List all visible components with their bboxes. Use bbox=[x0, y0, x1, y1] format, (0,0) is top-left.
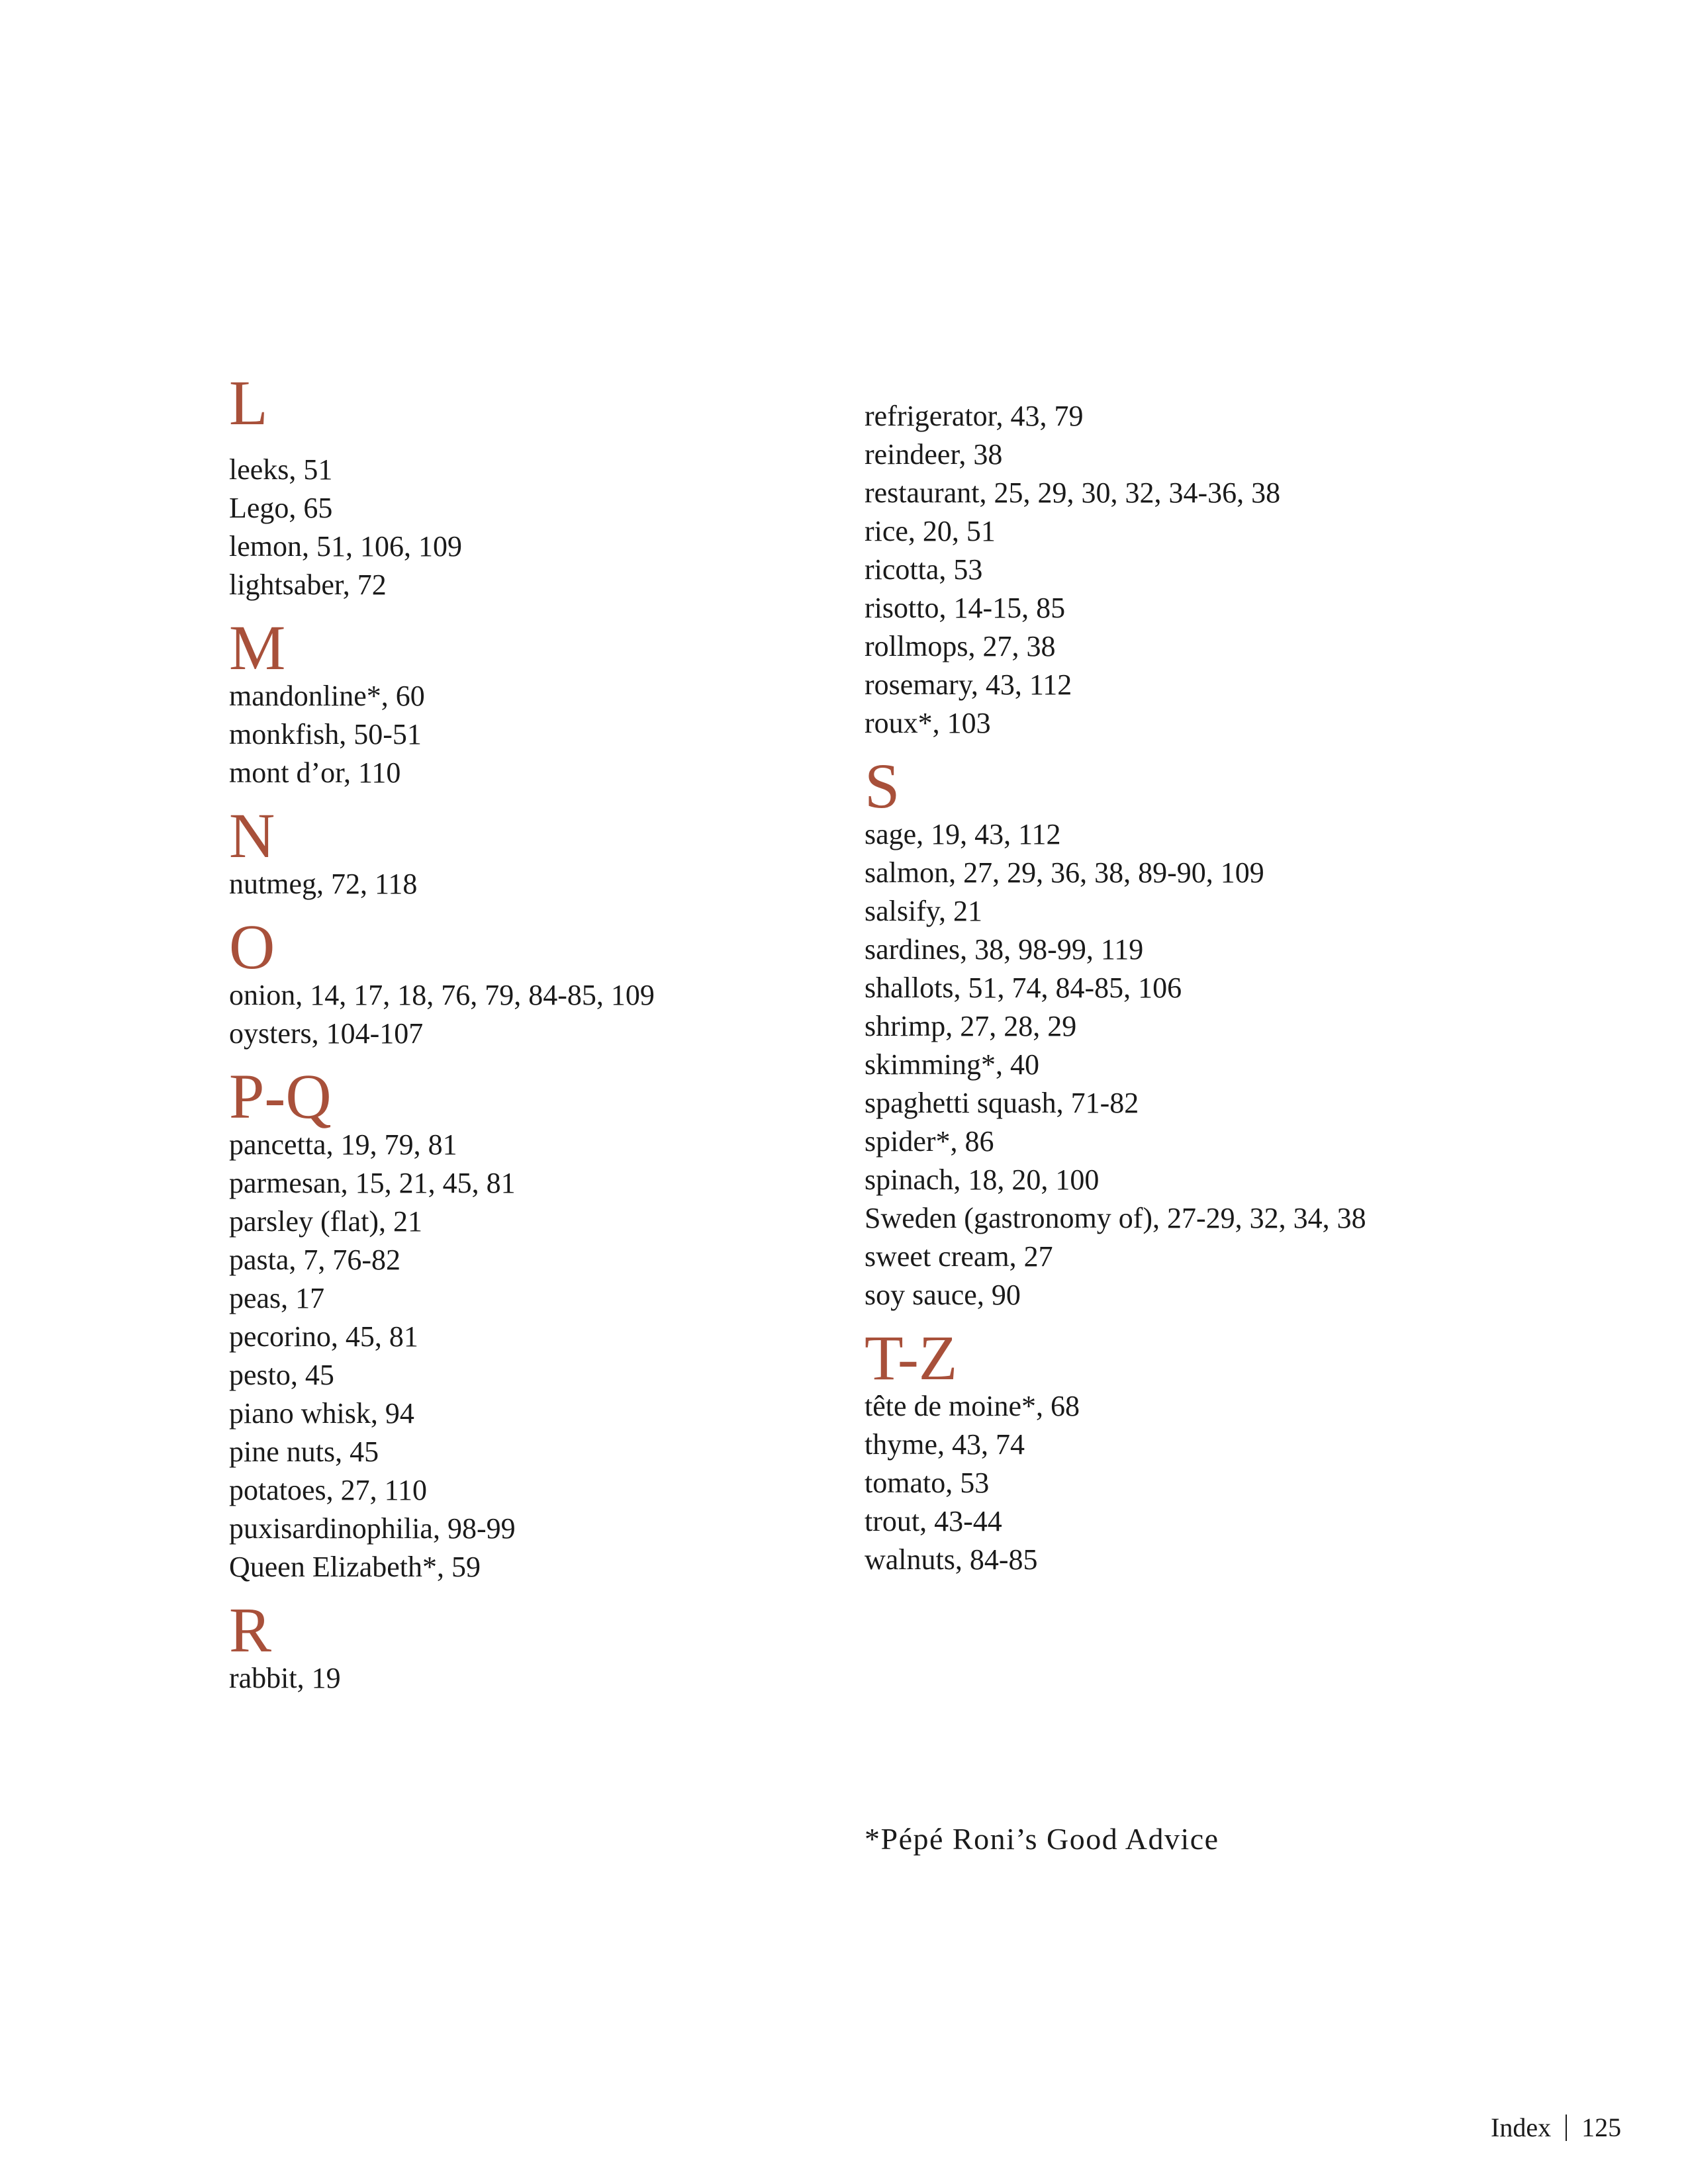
index-entry: peas, 17 bbox=[229, 1282, 325, 1314]
index-section-p-q bbox=[229, 1061, 825, 1586]
index-entry: oysters, 104-107 bbox=[229, 1017, 424, 1050]
footnote: *Pépé Roni’s Good Advice bbox=[865, 1822, 1219, 1856]
section-letter: P-Q bbox=[229, 1061, 332, 1132]
index-entry: sage, 19, 43, 112 bbox=[865, 818, 1061, 850]
index-entry: spider*, 86 bbox=[865, 1125, 994, 1158]
index-entry: lemon, 51, 106, 109 bbox=[229, 530, 462, 563]
index-entry: mont d’or, 110 bbox=[229, 756, 401, 789]
index-entry: nutmeg, 72, 118 bbox=[229, 868, 418, 900]
index-section-n bbox=[229, 800, 825, 903]
section-letter: L bbox=[229, 367, 268, 438]
index-entry: parsley (flat), 21 bbox=[229, 1205, 422, 1238]
index-entry: tête de moine*, 68 bbox=[865, 1390, 1080, 1422]
index-entry: salmon, 27, 29, 36, 38, 89-90, 109 bbox=[865, 856, 1264, 889]
index-entry: refrigerator, 43, 79 bbox=[865, 400, 1084, 432]
folio-section-label: Index bbox=[1491, 2113, 1552, 2142]
index-section-s bbox=[865, 751, 1460, 1314]
index-entry: shallots, 51, 74, 84-85, 106 bbox=[865, 972, 1182, 1004]
index-entry: Sweden (gastronomy of), 27-29, 32, 34, 38 bbox=[865, 1202, 1366, 1234]
index-entry: Lego, 65 bbox=[229, 492, 333, 524]
index-entry: soy sauce, 90 bbox=[865, 1279, 1021, 1311]
index-section-r-continued bbox=[865, 397, 1460, 743]
index-right-column bbox=[865, 397, 1460, 1594]
index-entry: pancetta, 19, 79, 81 bbox=[229, 1128, 457, 1161]
index-entry: ricotta, 53 bbox=[865, 553, 983, 586]
index-entry: onion, 14, 17, 18, 76, 79, 84-85, 109 bbox=[229, 979, 655, 1011]
index-section-o bbox=[229, 911, 825, 1053]
index-entry: trout, 43-44 bbox=[865, 1505, 1002, 1537]
section-letter: N bbox=[229, 800, 275, 871]
index-section-l bbox=[229, 367, 825, 604]
index-entry: rosemary, 43, 112 bbox=[865, 668, 1072, 701]
index-entry: lightsaber, 72 bbox=[229, 569, 387, 601]
index-entry: parmesan, 15, 21, 45, 81 bbox=[229, 1167, 516, 1199]
index-entry: mandonline*, 60 bbox=[229, 680, 425, 712]
section-letter: M bbox=[229, 612, 286, 683]
section-letter: T-Z bbox=[865, 1322, 958, 1393]
index-entry: monkfish, 50-51 bbox=[229, 718, 422, 751]
index-entry: walnuts, 84-85 bbox=[865, 1543, 1038, 1576]
section-letter: S bbox=[865, 751, 900, 821]
index-entry: shrimp, 27, 28, 29 bbox=[865, 1010, 1077, 1042]
index-entry: thyme, 43, 74 bbox=[865, 1428, 1025, 1461]
index-entry: rabbit, 19 bbox=[229, 1662, 341, 1694]
index-entry: pasta, 7, 76-82 bbox=[229, 1244, 401, 1276]
index-entry: pesto, 45 bbox=[229, 1359, 334, 1391]
index-entry: sweet cream, 27 bbox=[865, 1240, 1053, 1273]
index-entry: puxisardinophilia, 98-99 bbox=[229, 1512, 516, 1545]
folio-divider bbox=[1566, 2115, 1567, 2141]
section-letter: O bbox=[229, 911, 275, 982]
index-entry: spinach, 18, 20, 100 bbox=[865, 1163, 1100, 1196]
index-section-t-z bbox=[865, 1322, 1460, 1579]
page-folio bbox=[1491, 2109, 1621, 2147]
index-entry: skimming*, 40 bbox=[865, 1048, 1040, 1081]
index-section-r bbox=[229, 1594, 825, 1698]
index-entry: risotto, 14-15, 85 bbox=[865, 592, 1066, 624]
index-entry: piano whisk, 94 bbox=[229, 1397, 414, 1430]
index-section-m bbox=[229, 612, 825, 792]
index-entry: reindeer, 38 bbox=[865, 438, 1003, 471]
index-entry: restaurant, 25, 29, 30, 32, 34-36, 38 bbox=[865, 477, 1281, 509]
index-entry: potatoes, 27, 110 bbox=[229, 1474, 427, 1506]
index-entry: roux*, 103 bbox=[865, 707, 991, 739]
index-entry: leeks, 51 bbox=[229, 453, 333, 486]
index-entry: sardines, 38, 98-99, 119 bbox=[865, 933, 1144, 966]
index-entry: rice, 20, 51 bbox=[865, 515, 996, 547]
index-entry: pecorino, 45, 81 bbox=[229, 1320, 418, 1353]
index-entry: Queen Elizabeth*, 59 bbox=[229, 1551, 481, 1583]
index-entry: tomato, 53 bbox=[865, 1467, 990, 1499]
index-left-column bbox=[229, 367, 825, 1712]
page-number: 125 bbox=[1581, 2113, 1622, 2142]
index-entry: pine nuts, 45 bbox=[229, 1435, 379, 1468]
section-letter: R bbox=[229, 1594, 272, 1665]
index-entry: salsify, 21 bbox=[865, 895, 983, 927]
index-entry: rollmops, 27, 38 bbox=[865, 630, 1056, 662]
index-entry: spaghetti squash, 71-82 bbox=[865, 1087, 1139, 1119]
